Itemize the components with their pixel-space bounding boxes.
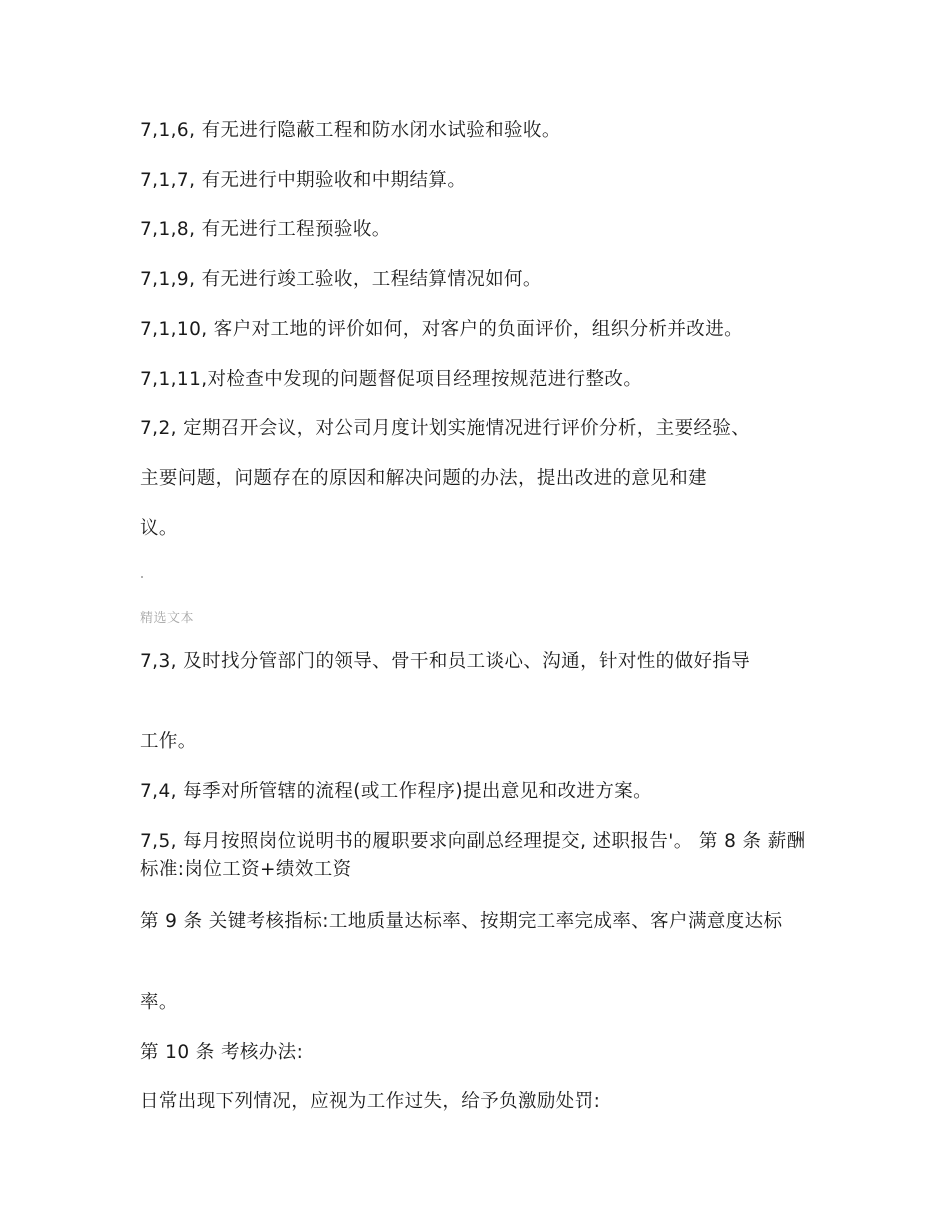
text-line: 第 10 条 考核办法: bbox=[140, 1042, 304, 1063]
separator-dot bbox=[141, 576, 143, 578]
text-line: 议。 bbox=[140, 518, 178, 539]
text-paragraph: 7,3, 及时找分管部门的领导、骨干和员工谈心、沟通，针对性的做好指导 bbox=[140, 651, 751, 672]
text-line: 7,1,10, 客户对工地的评价如何，对客户的负面评价，组织分析并改进。 bbox=[140, 319, 744, 340]
text-line: 7,1,9, 有无进行竣工验收，工程结算情况如何。 bbox=[140, 269, 542, 290]
text-paragraph: 7,5, 每月按照岗位说明书的履职要求向副总经理提交, 述职报告'。 第 8 条 薪酬标准:岗位工资+绩效工资 bbox=[140, 831, 806, 880]
text-line: 7,2, 定期召开会议，对公司月度计划实施情况进行评价分析，主要经验、 bbox=[140, 418, 751, 439]
text-paragraph: 第 9 条 关键考核指标:工地质量达标率、按期完工率完成率、客户满意度达标 bbox=[140, 911, 783, 932]
text-line: 日常出现下列情况，应视为工作过失，给予负激励处罚: bbox=[140, 1091, 601, 1112]
text-line: 主要问题，问题存在的原因和解决问题的办法，提出改进的意见和建 bbox=[140, 468, 708, 489]
text-line: 7,4, 每季对所管辖的流程(或工作程序)提出意见和改进方案。 bbox=[140, 781, 653, 802]
text-line: 率。 bbox=[140, 992, 178, 1013]
text-line: 7,1,7, 有无进行中期验收和中期结算。 bbox=[140, 170, 467, 191]
text-line: 7,1,8, 有无进行工程预验收。 bbox=[140, 219, 391, 240]
text-line: 7,1,6, 有无进行隐蔽工程和防水闭水试验和验收。 bbox=[140, 120, 561, 141]
watermark-label: 精选文本 bbox=[140, 611, 195, 626]
text-line: 工作。 bbox=[140, 731, 197, 752]
text-line: 7,1,11,对检查中发现的问题督促项目经理按规范进行整改。 bbox=[140, 369, 643, 390]
